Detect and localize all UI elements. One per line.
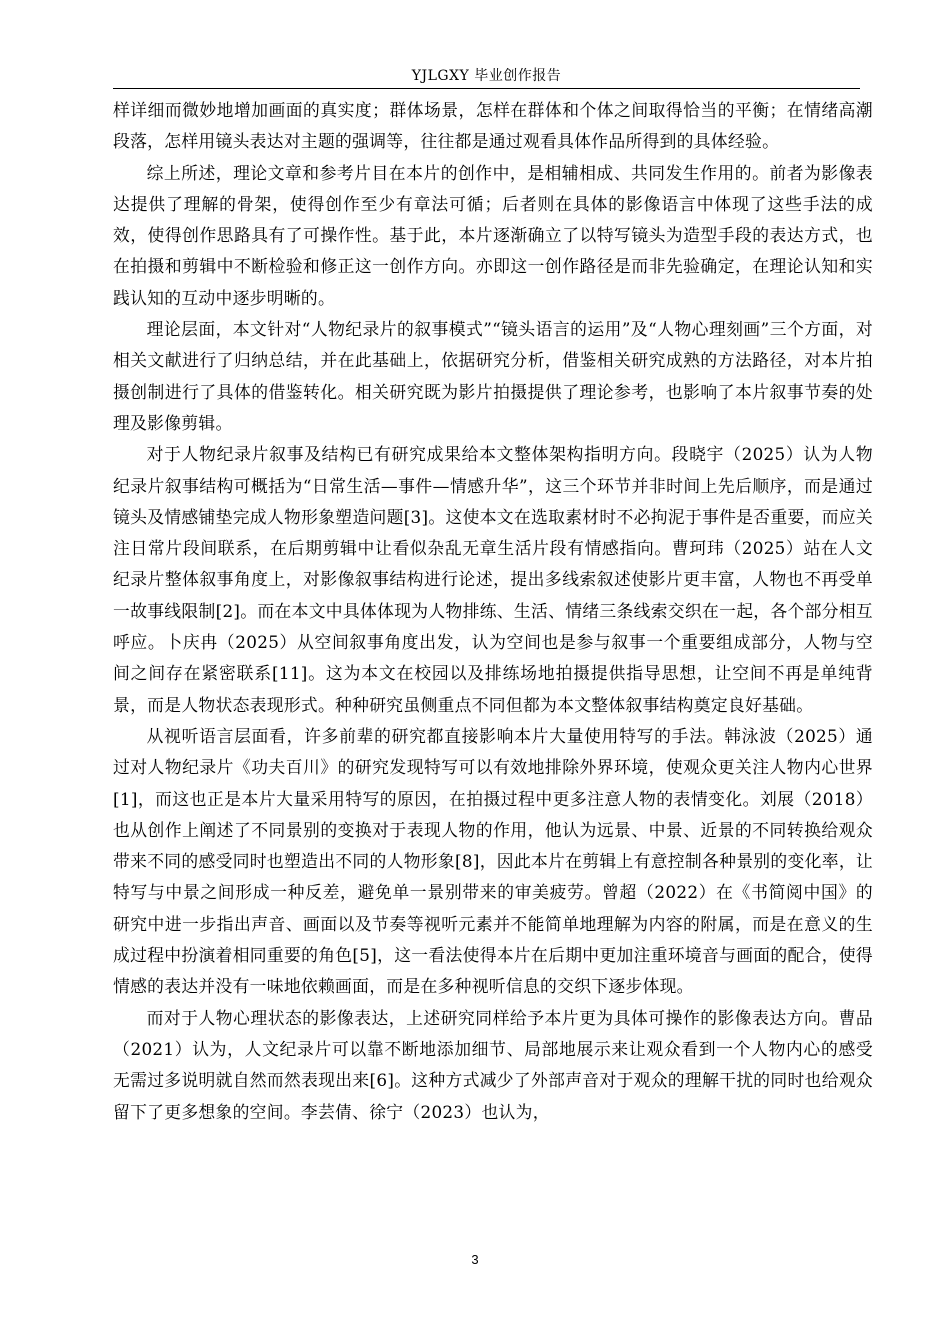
paragraph-psychology: 而对于人物心理状态的影像表达，上述研究同样给予本片更为具体可操作的影像表达方向。曹品（2021）认为，人文纪录片可以靠不断地添加细节、局部地展示来让观众看到一个人物内心的感受无需过多说明就自然而然表现出来[6]。这种方式减少了外部声音对于观众的理解干扰的同时也给观众留下了更多想象的空间。李芸倩、徐宁（2023）也认为， [113, 1007, 873, 1122]
page-number: 3 [471, 1252, 479, 1267]
paragraph-continued: 样详细而微妙地增加画面的真实度；群体场景，怎样在群体和个体之间取得恰当的平衡；在情绪高潮段落，怎样用镜头表达对主题的强调等，往往都是通过观看具体作品所得到的具体经验。 [113, 100, 873, 152]
paragraph-audiovisual: 从视听语言层面看，许多前辈的研究都直接影响本片大量使用特写的手法。韩泳波（2025）通过对人物纪录片《功夫百川》的研究发现特写可以有效地排除外界环境，使观众更关注人物内心世界[1]，而这也正是本片大量采用特写的原因，在拍摄过程中更多注意人物的表情变化。刘展（2018）也从创作上阐述了不同景别的变换对于表现人物的作用，他认为远景、中景、近景的不同转换给观众带来不同的感受同时也塑造出不同的人物形象[8]，因此本片在剪辑上有意控制各种景别的变化率，让特写与中景之间形成一种反差，避免单一景别带来的审美疲劳。曾超（2022）在《书简阅中国》的研究中进一步指出声音、画面以及节奏等视听元素并不能简单地理解为内容的附属，而是在意义的生成过程中扮演着相同重要的角色[5]，这一看法使得本片在后期中更加注重环境音与画面的配合，使得情感的表达并没有一味地依赖画面，而是在多种视听信息的交织下逐步体现。 [113, 725, 874, 997]
page-header: YJLGXY 毕业创作报告 [113, 66, 860, 89]
paragraph-theory: 理论层面，本文针对“人物纪录片的叙事模式”“镜头语言的运用”及“人物心理刻画”三个方面，对相关文献进行了归纳总结，并在此基础上，依据研究分析，借鉴相关研究成熟的方法路径，对本片拍摄创制进行了具体的借鉴转化。相关研究既为影片拍摄提供了理论参考，也影响了本片叙事节奏的处理及影像剪辑。 [113, 319, 873, 433]
body-text [113, 95, 873, 1128]
paragraph-summary: 综上所述，理论文章和参考片目在本片的创作中，是相辅相成、共同发生作用的。前者为影像表达提供了理解的骨架，使得创作至少有章法可循；后者则在具体的影像语言中体现了这些手法的成效，使得创作思路具有了可操作性。基于此，本片逐渐确立了以特写镜头为造型手段的表达方式，也在拍摄和剪辑中不断检验和修正这一创作方向。亦即这一创作路径是而非先验确定，在理论认知和实践认知的互动中逐步明晰的。 [113, 162, 873, 308]
paragraph-narrative: 对于人物纪录片叙事及结构已有研究成果给本文整体架构指明方向。段晓宇（2025）认为人物纪录片叙事结构可概括为“日常生活—事件—情感升华”，这三个环节并非时间上先后顺序，而是通过镜头及情感铺垫完成人物形象塑造问题[3]。这使本文在选取素材时不必拘泥于事件是否重要，而应关注日常片段间联系，在后期剪辑中让看似杂乱无章生活片段有情感指向。曹珂玮（2025）站在人文纪录片整体叙事角度上，对影像叙事结构进行论述，提出多线索叙述使影片更丰富，人物也不再受单一故事线限制[2]。而在本文中具体体现为人物排练、生活、情绪三条线索交织在一起，各个部分相互呼应。卜庆冉（2025）从空间叙事角度出发，认为空间也是参与叙事一个重要组成部分，人物与空间之间存在紧密联系[11]。这为本文在校园以及排练场地拍摄提供指导思想，让空间不再是单纯背景，而是人物状态表现形式。种种研究虽侧重点不同但都为本文整体叙事结构奠定良好基础。 [113, 444, 874, 715]
